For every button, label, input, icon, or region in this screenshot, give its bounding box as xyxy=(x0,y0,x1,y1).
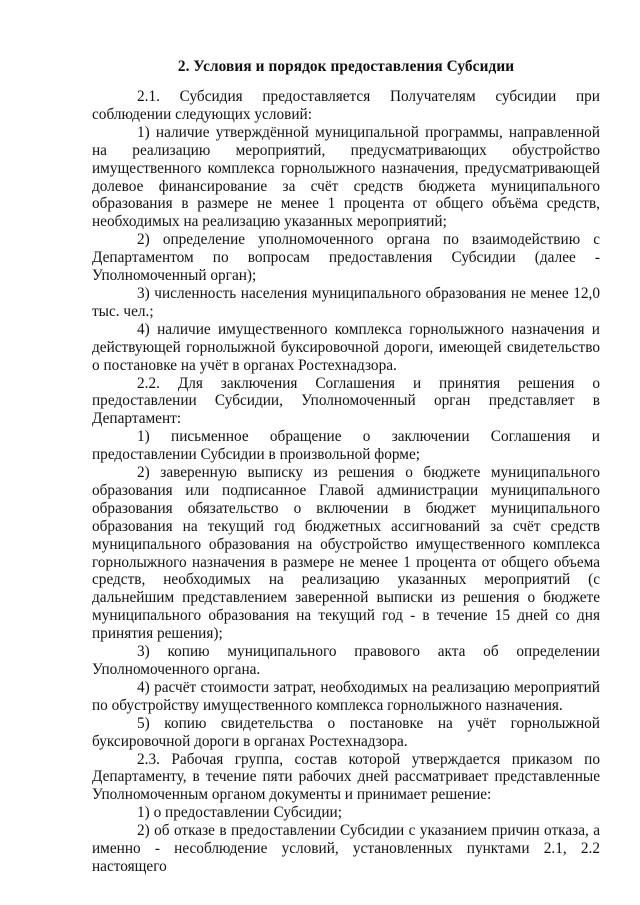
paragraph-2-1: 2.1. Субсидия предоставляется Получателям субсидии при соблюдении следующих условий: xyxy=(92,88,600,123)
paragraph-2-2: 2.2. Для заключения Соглашения и принятия решения о предоставлении Субсидии, Уполномоченный орган представляет в Департамент: xyxy=(92,374,600,428)
paragraph-2-2-item-1: 1) письменное обращение о заключении Соглашения и предоставлении Субсидии в произвольной форме; xyxy=(92,428,600,464)
paragraph-2-3-item-1: 1) о предоставлении Субсидии; xyxy=(137,804,342,822)
section-title: 2. Условия и порядок предоставления Субсидии xyxy=(177,58,515,75)
paragraph-2-2-item-3: 3) копию муниципального правового акта об определении Уполномоченного органа. xyxy=(92,643,600,678)
paragraph-2-1-item-1: 1) наличие утверждённой муниципальной программы, направленной на реализацию мероприятий, предусматривающих обустройство имущественного комплекса горнолыжного назначения, предусматривающей долевое финансирование за счёт средств бюджета муниципального образования в размере не менее 1 процента от общего объёма средств, необходимых на реализацию указанных мероприятий; xyxy=(92,123,600,231)
paragraph-2-2-item-5: 5) копию свидетельства о постановке на учёт горнолыжной буксировочной дороги в органах Ростехнадзора. xyxy=(92,714,600,750)
paragraph-2-2-item-4: 4) расчёт стоимости затрат, необходимых на реализацию мероприятий по обустройству имущественного комплекса горнолыжного назначения. xyxy=(92,678,600,714)
paragraph-2-2-item-2: 2) заверенную выписку из решения о бюджете муниципального образования или подписанное Главой администрации муниципального образования обязательство о включении в бюджет муниципального образования на текущий год бюджетных ассигнований за счёт средств муниципального образования на обустройство имущественного комплекса горнолыжного назначения в размере не менее 1 процента от общего объема средств, необходимых на реализацию указанных мероприятий (с дальнейшим представлением заверенной выписки из решения о бюджете муниципального образования на текущий год - в течение 15 дней со дня принятия решения); xyxy=(92,464,600,643)
paragraph-2-1-item-3: 3) численность населения муниципального образования не менее 12,0 тыс. чел.; xyxy=(92,284,600,320)
paragraph-2-3-item-2: 2) об отказе в предоставлении Субсидии с указанием причин отказа, а именно - несоблюдение условий, установленных пунктами 2.1, 2.2 настоящего xyxy=(92,822,600,875)
paragraph-2-3: 2.3. Рабочая группа, состав которой утверждается приказом по Департаменту, в течение пяти рабочих дней рассматривает представленные Уполномоченным органом документы и принимает решение: xyxy=(92,750,600,804)
paragraph-2-1-item-4: 4) наличие имущественного комплекса горнолыжного назначения и действующей горнолыжной буксировочной дороги, имеющей свидетельство о постановке на учёт в органах Ростехнадзора. xyxy=(92,320,600,374)
paragraph-2-1-item-2: 2) определение уполномоченного органа по взаимодействию с Департаментом по вопросам предоставления Субсидии (далее - Уполномоченный орган); xyxy=(92,231,600,285)
